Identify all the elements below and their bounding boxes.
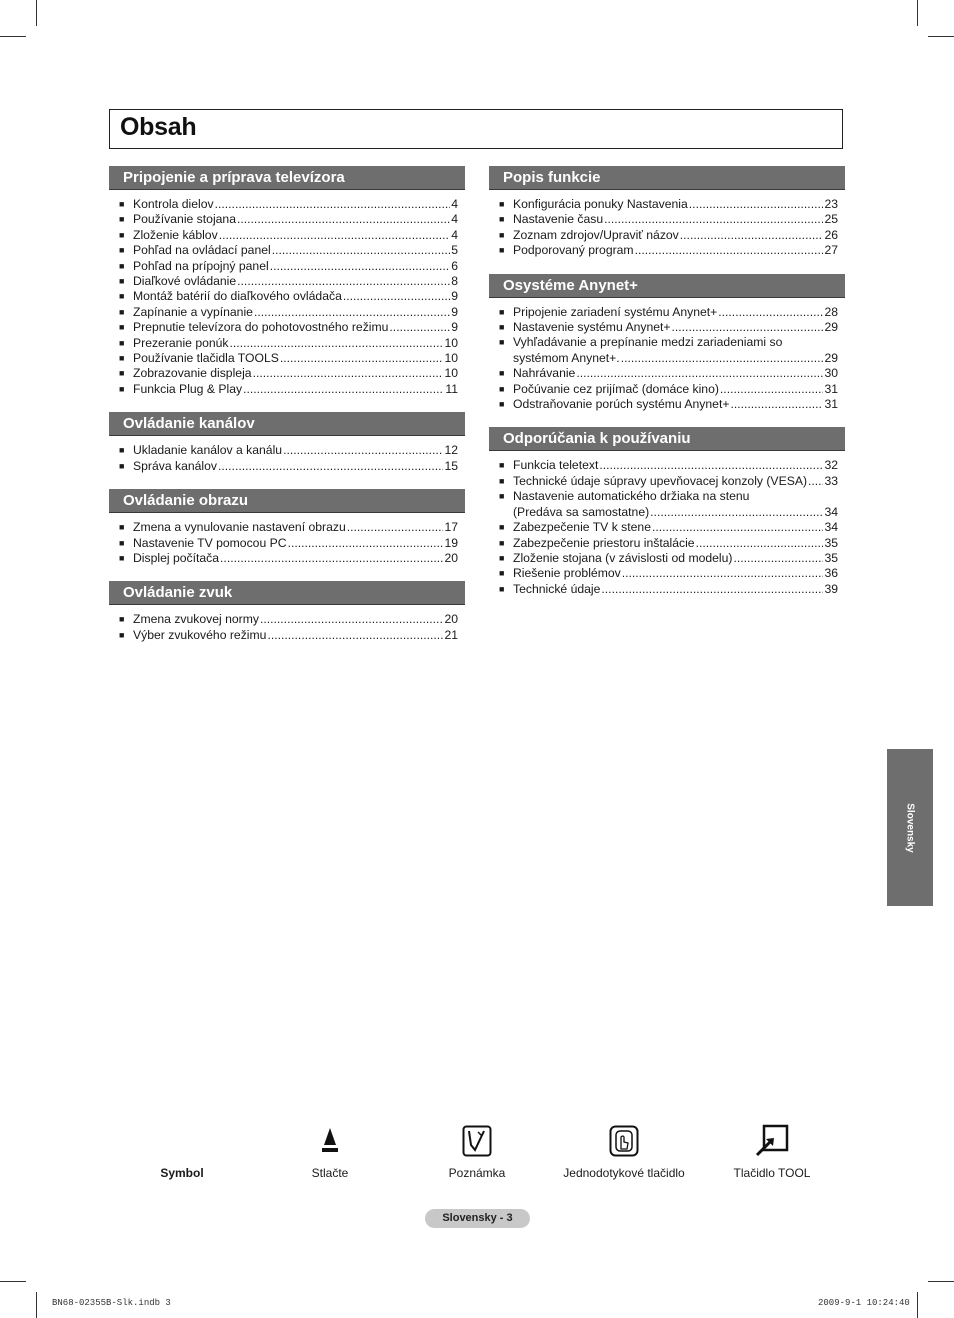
toc-entry-label: Nastavenie času — [513, 212, 604, 227]
toc-entry-page: 32 — [824, 458, 838, 473]
toc-entry-page: 28 — [824, 304, 838, 319]
leader-dots — [260, 612, 443, 627]
toc-entry[interactable] — [499, 397, 838, 412]
bullet-icon: ■ — [119, 383, 125, 394]
toc-entry-label: Používanie stojana — [133, 212, 236, 227]
leader-dots — [215, 197, 451, 212]
toc-entry-page: 4 — [451, 197, 458, 211]
toc-entry[interactable] — [119, 274, 458, 289]
toc-entry[interactable] — [499, 366, 838, 381]
leader-dots — [220, 551, 443, 566]
toc-entry-label: Zmena a vynulovanie nastavení obrazu — [133, 520, 346, 535]
toc-entry-page: 34 — [824, 504, 838, 519]
toc-entry-label: Podporovaný program — [513, 243, 634, 258]
toc-entry-page: 10 — [444, 351, 458, 366]
toc-entry[interactable] — [119, 536, 458, 551]
bullet-icon: ■ — [119, 214, 125, 225]
toc-list — [109, 197, 465, 397]
toc-entry[interactable] — [119, 351, 458, 366]
leader-dots — [696, 536, 824, 551]
bullet-icon: ■ — [119, 614, 125, 625]
page-title: Obsah — [120, 113, 197, 141]
toc-entry-page: 31 — [824, 381, 838, 396]
toc-entry-page: 26 — [824, 227, 838, 242]
section-header: Ovládanie obrazu — [109, 489, 465, 513]
toc-entry-page: 20 — [444, 550, 458, 565]
toc-entry-page: 4 — [451, 227, 458, 242]
leader-dots — [576, 366, 823, 381]
toc-entry[interactable] — [499, 566, 838, 581]
toc-entry[interactable] — [119, 289, 458, 304]
legend-one-touch-label: Jednodotykové tlačidlo — [563, 1166, 685, 1180]
crop-mark — [928, 1281, 954, 1282]
toc-entry-page: 9 — [451, 304, 458, 319]
toc-entry-page: 6 — [451, 258, 458, 273]
leader-dots — [689, 197, 824, 212]
bullet-icon: ■ — [119, 337, 125, 348]
leader-dots — [280, 351, 444, 366]
section-header: Pripojenie a príprava televízora — [109, 166, 465, 190]
toc-entry-page: 17 — [444, 520, 458, 535]
leader-dots — [343, 289, 450, 304]
leader-dots — [635, 243, 824, 258]
toc-entry-label: Správa kanálov — [133, 458, 218, 473]
bullet-icon: ■ — [499, 306, 505, 317]
crop-mark — [928, 36, 954, 37]
toc-entry-label: Konfigurácia ponuky Nastavenia — [513, 197, 688, 211]
toc-list — [489, 458, 845, 597]
toc-entry-label: Používanie tlačidla TOOLS — [133, 351, 279, 366]
section-header: Ovládanie kanálov — [109, 412, 465, 436]
bullet-icon: ■ — [119, 537, 125, 548]
toc-entry-label: Funkcia teletext — [513, 458, 599, 473]
toc-entry-page: 19 — [444, 535, 458, 550]
toc-entry-label: Zabezpečenie TV k stene — [513, 520, 651, 535]
bullet-icon: ■ — [499, 537, 505, 548]
toc-entry-label: Kontrola dielov — [133, 197, 214, 211]
leader-dots — [672, 320, 824, 335]
leader-dots — [267, 628, 443, 643]
toc-entry-label-continued: (Predáva sa samostatne) — [513, 504, 650, 519]
toc-entry-label: Pripojenie zariadení systému Anynet+ — [513, 304, 718, 319]
bullet-icon: ■ — [499, 199, 505, 209]
leader-dots — [599, 458, 823, 473]
note-icon — [462, 1125, 492, 1157]
section-header: Ovládanie zvuk — [109, 581, 465, 605]
toc-entry[interactable] — [499, 228, 838, 243]
toc-entry-label: Zmena zvukovej normy — [133, 612, 259, 627]
toc-entry-label: Nastavenie automatického držiaka na stenu — [513, 489, 750, 504]
leader-dots — [237, 212, 450, 227]
page-number-badge: Slovensky - 3 — [425, 1209, 530, 1228]
toc-entry-label: Zabezpečenie priestoru inštalácie — [513, 535, 695, 550]
toc-entry[interactable] — [499, 520, 838, 535]
toc-list — [109, 520, 465, 566]
toc-entry[interactable] — [499, 197, 838, 212]
bullet-icon: ■ — [499, 522, 505, 533]
toc-right-column — [489, 166, 845, 612]
toc-entry-label: Zloženie káblov — [133, 227, 218, 242]
press-icon — [320, 1126, 340, 1154]
toc-entry-label: Montáž batérií do diaľkového ovládača — [133, 289, 342, 304]
toc-entry-line — [499, 505, 838, 520]
leader-dots — [219, 228, 451, 243]
toc-entry[interactable] — [499, 382, 838, 397]
legend-tool-label: Tlačidlo TOOL — [733, 1166, 811, 1180]
toc-entry-page: 30 — [824, 366, 838, 381]
leader-dots — [601, 582, 823, 597]
toc-entry-label: Diaľkové ovládanie — [133, 274, 237, 289]
toc-entry-page: 33 — [824, 473, 838, 488]
toc-entry-label: Technické údaje — [513, 581, 601, 596]
footer-date-info: 2009-9-1 10:24:40 — [818, 1298, 910, 1308]
crop-mark — [0, 36, 26, 37]
language-side-tab — [887, 749, 933, 906]
toc-section — [109, 412, 465, 474]
toc-entry-label: Riešenie problémov — [513, 566, 621, 581]
leader-dots — [243, 382, 444, 397]
one-touch-button-icon — [609, 1125, 639, 1157]
leader-dots — [230, 336, 444, 351]
toc-entry[interactable] — [119, 612, 458, 627]
toc-entry-label: Vyhľadávanie a prepínanie medzi zariadeniami so — [513, 335, 783, 350]
toc-entry-page: 21 — [444, 627, 458, 642]
toc-entry-page: 27 — [824, 243, 838, 258]
bullet-icon: ■ — [499, 322, 505, 333]
toc-entry[interactable] — [499, 551, 838, 566]
toc-entry[interactable] — [119, 336, 458, 351]
toc-entry[interactable] — [119, 443, 458, 458]
toc-entry[interactable] — [119, 366, 458, 381]
bullet-icon: ■ — [119, 460, 125, 471]
toc-entry[interactable] — [499, 305, 838, 320]
toc-entry-label: Nastavenie TV pomocou PC — [133, 535, 287, 550]
toc-entry-label: Zobrazovanie displeja — [133, 366, 252, 381]
bullet-icon: ■ — [499, 475, 505, 486]
bullet-icon: ■ — [119, 276, 125, 287]
toc-entry[interactable] — [499, 474, 838, 489]
bullet-icon: ■ — [499, 460, 505, 471]
toc-entry[interactable] — [499, 320, 838, 335]
toc-section — [489, 427, 845, 597]
bullet-icon: ■ — [119, 199, 125, 209]
leader-dots — [733, 551, 823, 566]
toc-entry[interactable] — [119, 197, 458, 212]
bullet-icon: ■ — [499, 568, 505, 579]
toc-entry-label: Displej počítača — [133, 550, 220, 565]
bullet-icon: ■ — [119, 291, 125, 302]
bullet-icon: ■ — [119, 245, 125, 256]
bullet-icon: ■ — [119, 306, 125, 317]
toc-entry[interactable] — [119, 243, 458, 258]
bullet-icon: ■ — [119, 629, 125, 640]
leader-dots — [218, 459, 443, 474]
toc-entry-page: 9 — [451, 320, 458, 335]
leader-dots — [254, 305, 450, 320]
leader-dots — [283, 443, 443, 458]
toc-entry-page: 35 — [824, 550, 838, 565]
toc-entry-page: 5 — [451, 243, 458, 258]
toc-entry-page: 31 — [824, 397, 838, 412]
toc-entry[interactable] — [499, 582, 838, 597]
bullet-icon: ■ — [499, 383, 505, 394]
crop-mark — [36, 0, 37, 26]
leader-dots — [288, 536, 444, 551]
crop-mark — [917, 1292, 918, 1318]
toc-entry[interactable] — [499, 489, 838, 520]
bullet-icon: ■ — [119, 322, 125, 333]
toc-entry-label: Pohľad na ovládací panel — [133, 243, 271, 258]
leader-dots — [270, 259, 451, 274]
legend-note-label: Poznámka — [448, 1166, 506, 1180]
toc-entry[interactable] — [499, 458, 838, 473]
leader-dots — [604, 212, 823, 227]
section-header: Osystéme Anynet+ — [489, 274, 845, 298]
legend-symbol-label: Symbol — [160, 1166, 204, 1180]
leader-dots — [253, 366, 444, 381]
toc-entry[interactable] — [119, 228, 458, 243]
toc-entry[interactable] — [119, 259, 458, 274]
tool-button-icon — [754, 1124, 790, 1158]
toc-entry-label: Ukladanie kanálov a kanálu — [133, 443, 283, 458]
toc-entry-label: Nahrávanie — [513, 366, 576, 381]
toc-entry-label: Technické údaje súpravy upevňovacej konzoly (VESA) — [513, 473, 808, 488]
toc-entry[interactable] — [119, 320, 458, 335]
bullet-icon: ■ — [119, 445, 125, 456]
toc-entry-label: Zoznam zdrojov/Upraviť názov — [513, 227, 679, 242]
crop-mark — [0, 1281, 26, 1282]
toc-entry-page: 9 — [451, 289, 458, 304]
toc-entry[interactable] — [119, 551, 458, 566]
leader-dots — [720, 382, 824, 397]
bullet-icon: ■ — [499, 337, 505, 348]
bullet-icon: ■ — [499, 552, 505, 563]
toc-entry[interactable] — [119, 212, 458, 227]
bullet-icon: ■ — [499, 491, 505, 502]
leader-dots — [718, 305, 823, 320]
toc-section — [109, 166, 465, 397]
footer-file-info: BN68-02355B-Slk.indb 3 — [52, 1298, 171, 1308]
toc-entry-label: Zloženie stojana (v závislosti od modelu) — [513, 550, 733, 565]
toc-entry-page: 29 — [824, 350, 838, 365]
toc-entry-label: Prezeranie ponúk — [133, 335, 229, 350]
toc-entry[interactable] — [119, 382, 458, 397]
section-header: Popis funkcie — [489, 166, 845, 190]
toc-section — [489, 274, 845, 413]
toc-entry-page: 4 — [451, 212, 458, 227]
toc-entry-page: 35 — [824, 535, 838, 550]
crop-mark — [36, 1292, 37, 1318]
crop-mark — [917, 0, 918, 26]
toc-entry-page: 39 — [824, 581, 838, 596]
toc-entry[interactable] — [119, 305, 458, 320]
toc-entry-label: Funkcia Plug & Play — [133, 381, 243, 396]
toc-entry-line — [499, 351, 838, 366]
toc-entry-page: 10 — [444, 366, 458, 381]
toc-section — [109, 581, 465, 643]
toc-entry-page: 20 — [444, 612, 458, 627]
toc-entry-page: 15 — [444, 458, 458, 473]
leader-dots — [237, 274, 450, 289]
toc-entry-page: 12 — [444, 443, 458, 458]
toc-entry[interactable] — [499, 536, 838, 551]
toc-entry[interactable] — [119, 459, 458, 474]
leader-dots — [650, 505, 823, 520]
toc-entry-page: 10 — [444, 335, 458, 350]
toc-entry-label: Pohľad na prípojný panel — [133, 258, 269, 273]
toc-entry-label: Počúvanie cez prijímač (domáce kino) — [513, 381, 719, 396]
toc-entry-label: Nastavenie systému Anynet+ — [513, 320, 671, 335]
toc-entry-page: 8 — [451, 274, 458, 289]
toc-section — [109, 489, 465, 566]
bullet-icon: ■ — [119, 229, 125, 240]
toc-list — [489, 305, 845, 413]
leader-dots — [808, 474, 823, 489]
leader-dots — [389, 320, 450, 335]
bullet-icon: ■ — [499, 399, 505, 410]
toc-entry[interactable] — [499, 243, 838, 258]
legend-press-label: Stlačte — [311, 1166, 349, 1180]
leader-dots — [680, 228, 824, 243]
bullet-icon: ■ — [119, 260, 125, 271]
toc-entry-label: Prepnutie televízora do pohotovostného režimu — [133, 320, 389, 335]
leader-dots — [622, 566, 824, 581]
toc-entry-page: 34 — [824, 520, 838, 535]
toc-left-column — [109, 166, 465, 658]
toc-entry-page: 29 — [824, 320, 838, 335]
toc-list — [109, 612, 465, 643]
bullet-icon: ■ — [119, 522, 125, 533]
toc-entry[interactable] — [119, 628, 458, 643]
section-header: Odporúčania k používaniu — [489, 427, 845, 451]
toc-entry-page: 11 — [445, 381, 458, 396]
toc-section — [489, 166, 845, 259]
leader-dots — [272, 243, 450, 258]
bullet-icon: ■ — [499, 245, 505, 256]
bullet-icon: ■ — [119, 552, 125, 563]
bullet-icon: ■ — [119, 368, 125, 379]
toc-entry-label: Odstraňovanie porúch systému Anynet+ — [513, 397, 730, 412]
bullet-icon: ■ — [499, 214, 505, 225]
toc-list — [109, 443, 465, 474]
bullet-icon: ■ — [499, 229, 505, 240]
toc-entry-page: 36 — [824, 566, 838, 581]
leader-dots — [652, 520, 823, 535]
bullet-icon: ■ — [499, 583, 505, 594]
title-box — [109, 109, 843, 149]
leader-dots — [730, 397, 823, 412]
toc-entry-page: 23 — [824, 197, 838, 211]
toc-entry-label: Zapínanie a vypínanie — [133, 304, 253, 319]
leader-dots — [621, 351, 824, 366]
toc-entry[interactable] — [499, 212, 838, 227]
toc-entry-label: Výber zvukového režimu — [133, 627, 267, 642]
bullet-icon: ■ — [119, 353, 125, 364]
toc-entry-line — [499, 489, 838, 504]
toc-entry-page: 25 — [824, 212, 838, 227]
toc-entry-line — [499, 335, 838, 350]
toc-entry-label-continued: systémom Anynet+. — [513, 350, 620, 365]
bullet-icon: ■ — [499, 368, 505, 379]
leader-dots — [347, 520, 444, 535]
toc-entry[interactable] — [119, 520, 458, 535]
toc-list — [489, 197, 845, 259]
toc-entry[interactable] — [499, 335, 838, 366]
language-side-tab-label: Slovensky — [904, 802, 916, 853]
